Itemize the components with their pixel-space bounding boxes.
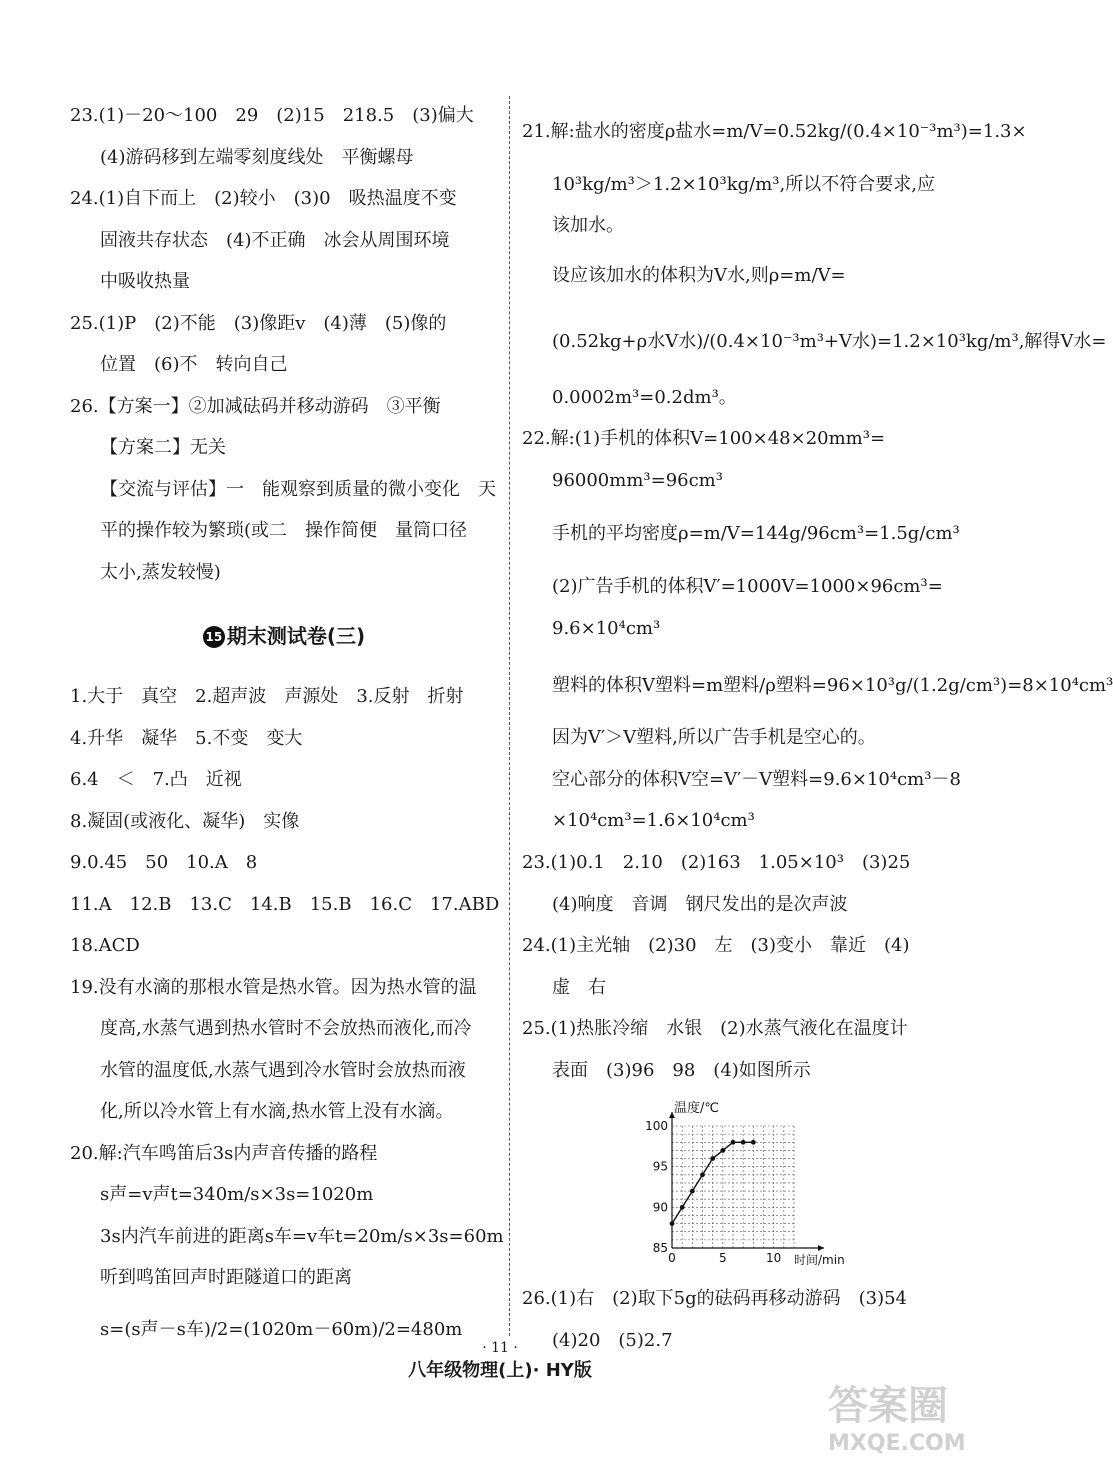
answer-22-line6: 塑料的体积V塑料=m塑料/ρ塑料=96×10³g/(1.2g/cm³)=8×10⁴cm³ — [552, 675, 1113, 696]
answer-26-line3: 【交流与评估】一 能观察到质量的微小变化 天 — [100, 479, 496, 500]
data-point — [751, 1140, 756, 1145]
answer-24-right-line1: 24.(1)主光轴 (2)30 左 (3)变小 靠近 (4) — [522, 935, 910, 956]
answer-26-line1: 26.【方案一】②加减砝码并移动游码 ③平衡 — [70, 396, 441, 417]
data-point — [690, 1189, 695, 1194]
section-title-text: 期末测试卷(三) — [226, 624, 366, 648]
section-title — [70, 620, 498, 649]
answer-21-line6: 0.0002m³=0.2dm³。 — [552, 387, 737, 408]
watermark-logo — [828, 1374, 988, 1464]
chart-y-axis-label: 温度/℃ — [674, 1101, 719, 1116]
answer-22-line9: ×10⁴cm³=1.6×10⁴cm³ — [552, 810, 755, 831]
answer-22-line7: 因为V′＞V塑料,所以广告手机是空心的。 — [552, 727, 876, 748]
watermark-line1: 答案圈 — [828, 1383, 948, 1429]
data-point — [720, 1148, 725, 1153]
answer-19-line2: 度高,水蒸气遇到热水管时不会放热而液化,而冷 — [100, 1018, 472, 1039]
answer-8: 8.凝固(或液化、凝华) 实像 — [70, 811, 300, 832]
answer-21-line2: 10³kg/m³＞1.2×10³kg/m³,所以不符合要求,应 — [552, 174, 935, 195]
y-tick-label: 95 — [652, 1159, 668, 1174]
temperature-time-chart — [640, 1098, 860, 1268]
answer-20-line1: 20.解:汽车鸣笛后3s内声音传播的路程 — [70, 1143, 378, 1164]
x-tick-label: 10 — [766, 1251, 782, 1265]
watermark-line2: MXQE.COM — [828, 1431, 966, 1456]
answer-26-line4: 平的操作较为繁琐(或二 操作简便 量筒口径 — [100, 520, 468, 541]
answer-21-line4: 设应该加水的体积为V水,则ρ=m/V= — [552, 265, 846, 286]
answer-25-right-line1: 25.(1)热胀冷缩 水银 (2)水蒸气液化在温度计 — [522, 1018, 908, 1039]
data-point — [710, 1156, 715, 1161]
answer-20-line3: 3s内汽车前进的距离s车=v车t=20m/s×3s=60m — [100, 1226, 504, 1247]
answer-23-right-line1: 23.(1)0.1 2.10 (2)163 1.05×10³ (3)25 — [522, 852, 911, 873]
page-number: · 11 · — [482, 1340, 518, 1356]
answer-23-line1: 23.(1)－20～100 29 (2)15 218.5 (3)偏大 — [70, 105, 474, 126]
section-number-badge: 15 — [203, 626, 225, 648]
column-divider — [509, 96, 510, 1336]
answer-20-line2: s声=v声t=340m/s×3s=1020m — [100, 1184, 374, 1205]
y-tick-label: 100 — [645, 1119, 668, 1133]
data-point — [700, 1172, 705, 1177]
book-title: 八年级物理(上)· HY版 — [408, 1360, 592, 1381]
answer-21-line3: 该加水。 — [552, 215, 624, 236]
answer-20-line5: s=(s声－s车)/2=(1020m－60m)/2=480m — [100, 1319, 463, 1340]
answer-22-line2: 96000mm³=96cm³ — [552, 470, 723, 491]
answer-26-right-line2: (4)20 (5)2.7 — [552, 1330, 673, 1351]
answer-19-line4: 化,所以冷水管上有水滴,热水管上没有水滴。 — [100, 1101, 454, 1122]
x-axis-arrow — [818, 1245, 824, 1251]
answer-25-right-line2: 表面 (3)96 98 (4)如图所示 — [552, 1060, 811, 1081]
answer-22-line3: 手机的平均密度ρ=m/V=144g/96cm³=1.5g/cm³ — [552, 523, 960, 544]
data-point — [741, 1140, 746, 1145]
answer-26-line5: 太小,蒸发较慢) — [100, 562, 221, 583]
answer-24-line1: 24.(1)自下而上 (2)较小 (3)0 吸热温度不变 — [70, 188, 457, 209]
answer-11-17: 11.A 12.B 13.C 14.B 15.B 16.C 17.ABD — [70, 894, 500, 915]
x-tick-label: 0 — [668, 1251, 676, 1265]
answer-22-line5: 9.6×10⁴cm³ — [552, 618, 661, 639]
answer-1-3: 1.大于 真空 2.超声波 声源处 3.反射 折射 — [70, 686, 464, 707]
answer-19-line3: 水管的温度低,水蒸气遇到冷水管时会放热而液 — [100, 1060, 466, 1081]
y-tick-label: 90 — [652, 1200, 668, 1215]
answer-19-line1: 19.没有水滴的那根水管是热水管。因为热水管的温 — [70, 977, 477, 998]
answer-21-line5: (0.52kg+ρ水V水)/(0.4×10⁻³m³+V水)=1.2×10³kg/m³,解得V水= — [552, 331, 1107, 352]
chart-ticks — [645, 1119, 781, 1265]
answer-26-line2: 【方案二】无关 — [100, 437, 226, 458]
answer-9-10: 9.0.45 50 10.A 8 — [70, 852, 258, 873]
answer-21-line1: 21.解:盐水的密度ρ盐水=m/V=0.52kg/(0.4×10⁻³m³)=1.3× — [522, 121, 1027, 142]
answer-22-line1: 22.解:(1)手机的体积V=100×48×20mm³= — [522, 428, 886, 449]
answer-24-right-line2: 虚 右 — [552, 977, 606, 998]
answer-20-line4: 听到鸣笛回声时距隧道口的距离 — [100, 1267, 352, 1288]
answer-23-right-line2: (4)响度 音调 钢尺发出的是次声波 — [552, 894, 848, 915]
answer-22-line4: (2)广告手机的体积V′=1000V=1000×96cm³= — [552, 576, 943, 597]
answer-23-line2: (4)游码移到左端零刻度线处 平衡螺母 — [100, 147, 414, 168]
answer-6-7: 6.4 ＜ 7.凸 近视 — [70, 769, 242, 790]
y-tick-label: 85 — [652, 1241, 668, 1255]
x-tick-label: 5 — [719, 1251, 727, 1265]
answer-18: 18.ACD — [70, 935, 140, 956]
answer-25-line1: 25.(1)P (2)不能 (3)像距v (4)薄 (5)像的 — [70, 313, 447, 334]
chart-x-axis-label: 时间/min — [794, 1253, 845, 1267]
answer-24-line2: 固液共存状态 (4)不正确 冰会从周围环境 — [100, 230, 450, 251]
answer-24-line3: 中吸收热量 — [100, 271, 190, 292]
answer-22-line8: 空心部分的体积V空=V′－V塑料=9.6×10⁴cm³－8 — [552, 769, 961, 790]
answer-26-right-line1: 26.(1)右 (2)取下5g的砝码再移动游码 (3)54 — [522, 1288, 907, 1309]
data-point — [680, 1205, 685, 1210]
answer-4-5: 4.升华 凝华 5.不变 变大 — [70, 728, 303, 749]
answer-25-line2: 位置 (6)不 转向自己 — [100, 354, 288, 375]
data-point — [731, 1140, 736, 1145]
data-point — [670, 1221, 675, 1226]
